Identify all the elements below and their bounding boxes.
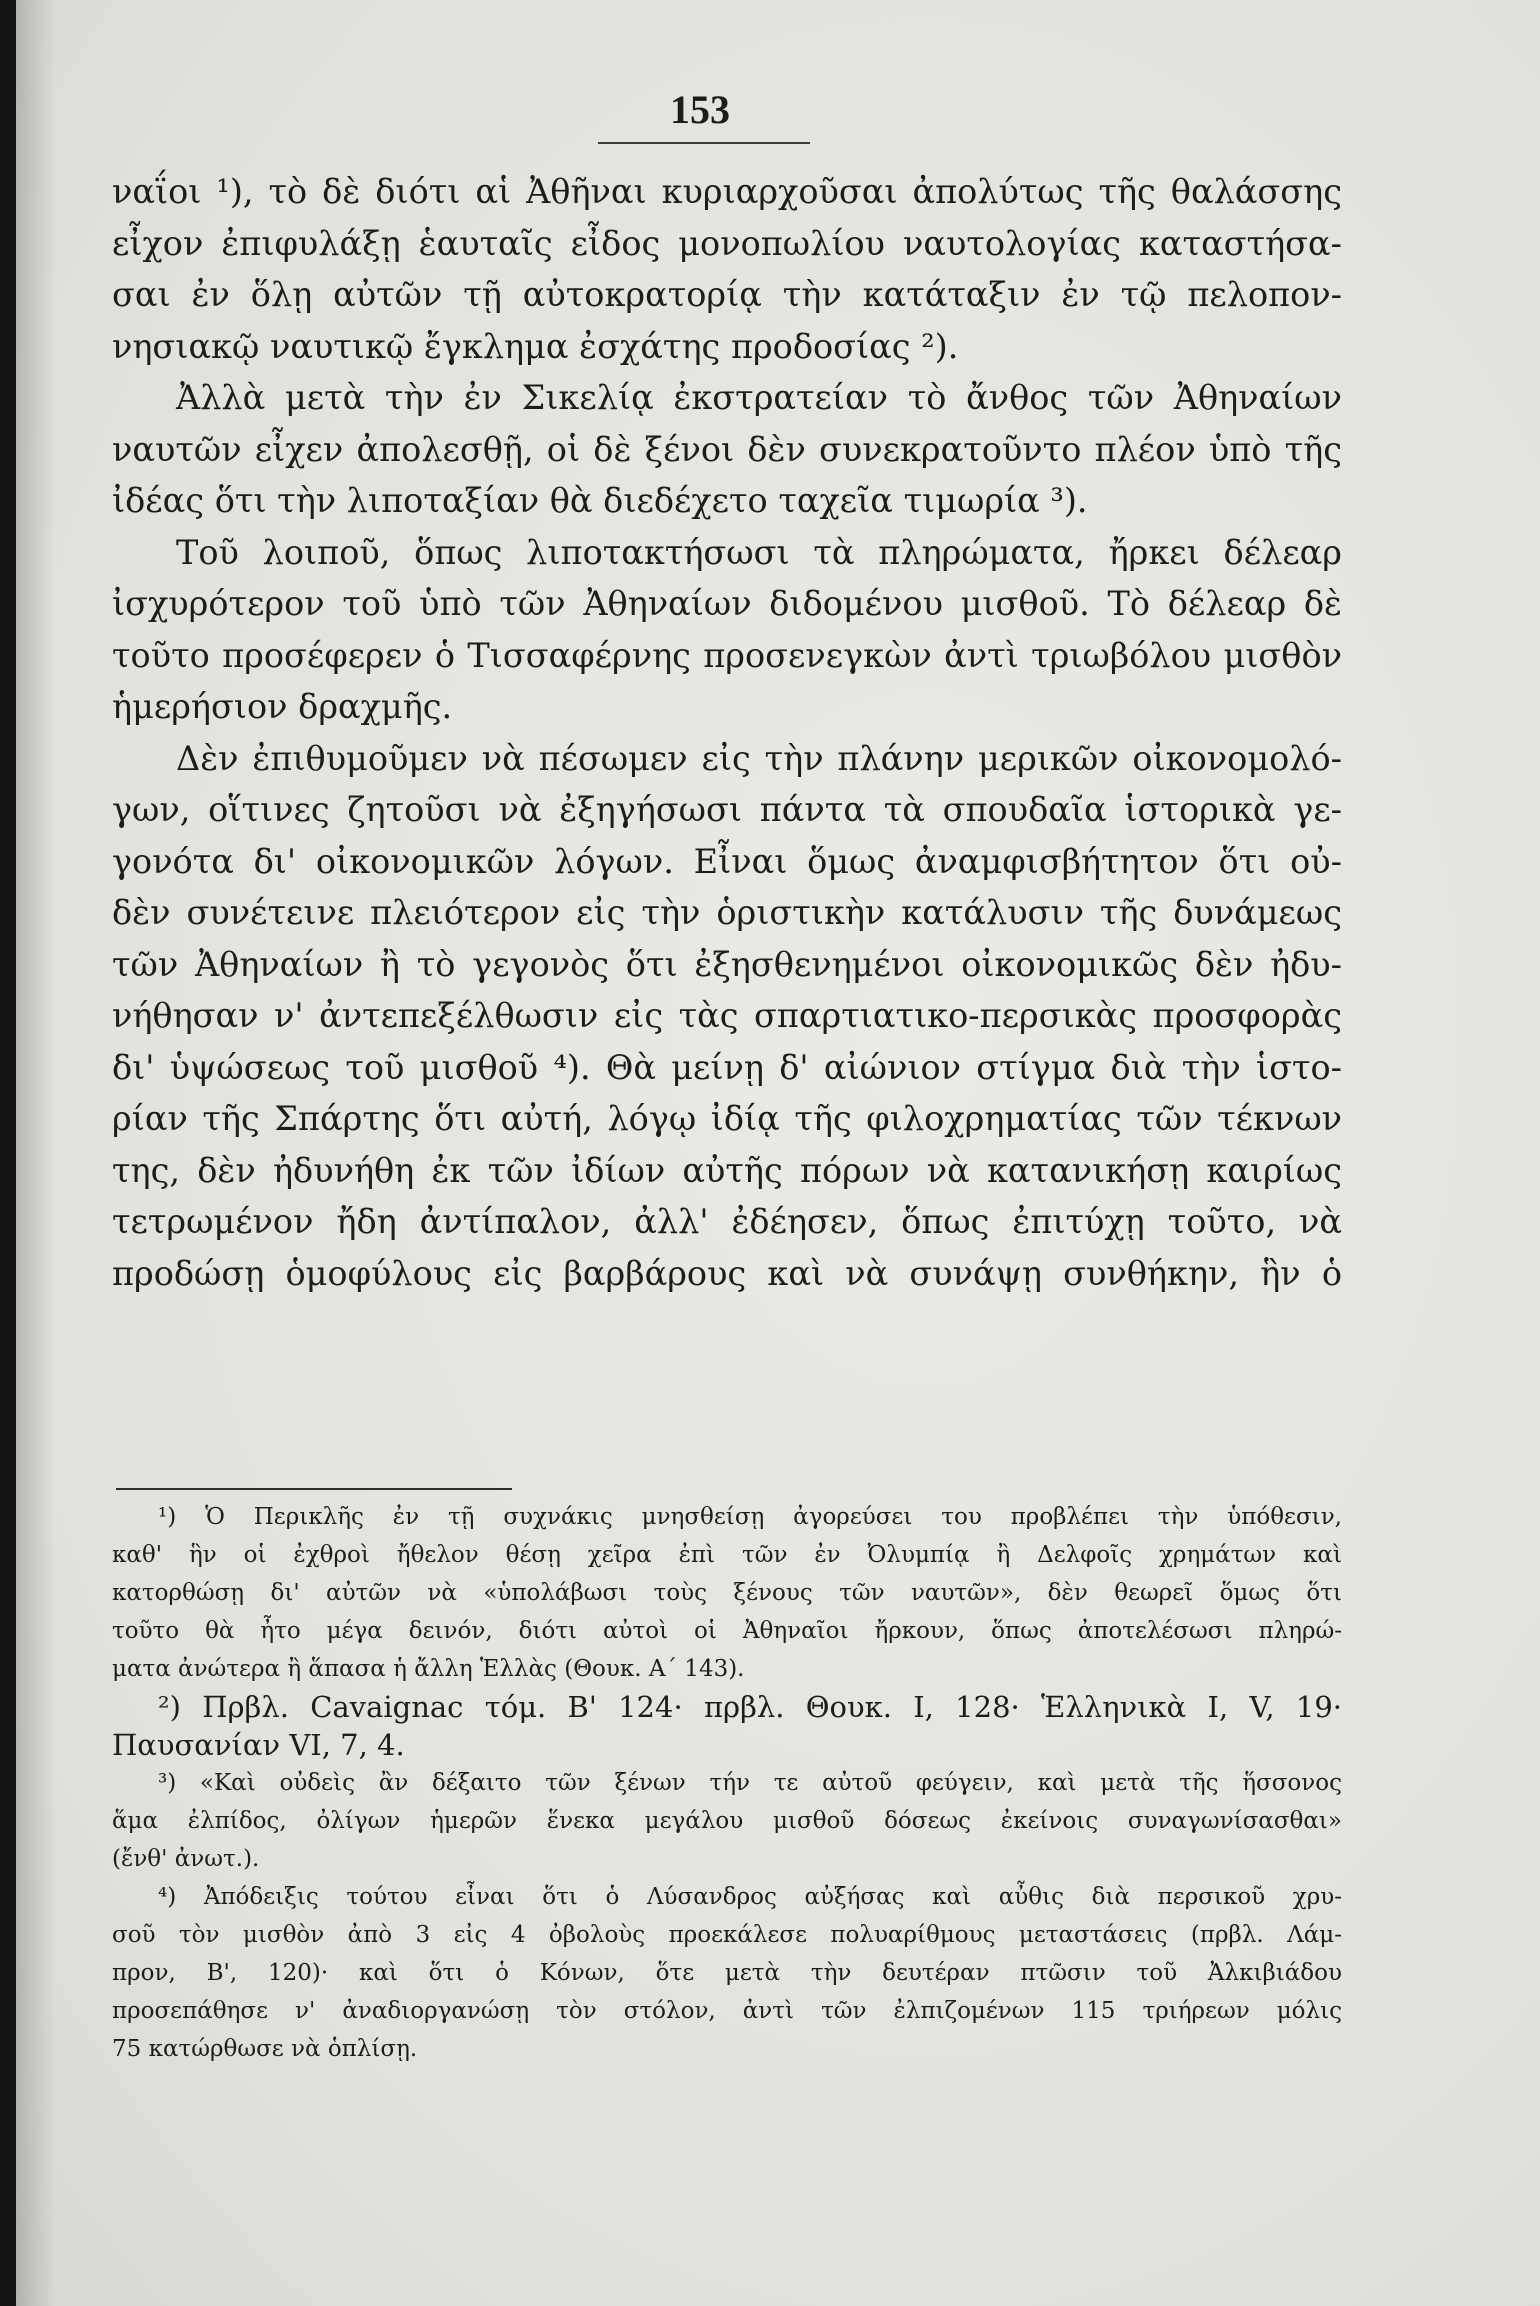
footnote-rule (116, 1488, 512, 1490)
body-line: γονότα δι' οἰκονομικῶν λόγων. Εἶναι ὅμως ἀναμφισβήτητον ὅτι οὐ- (112, 841, 1342, 881)
footnote-line: (ἔνθ' ἀνωτ.). (112, 1846, 260, 1872)
body-line: ἡμερήσιον δραχμῆς. (112, 687, 453, 726)
footnote-line: καθ' ἣν οἱ ἐχθροὶ ἤθελον θέσῃ χεῖρα ἐπὶ τῶν ἐν Ὀλυμπίᾳ ἢ Δελφοῖς χρημάτων καὶ (112, 1542, 1342, 1568)
footnote-line: τοῦτο θὰ ἦτο μέγα δεινόν, διότι αὐτοὶ οἱ Ἀθηναῖοι ἤρκουν, ὅπως ἀποτελέσωσι πληρώ- (112, 1618, 1342, 1644)
body-line: ναυτῶν εἶχεν ἀπολεσθῇ, οἱ δὲ ξένοι δὲν συνεκρατοῦντο πλέον ὑπὸ τῆς (112, 429, 1342, 469)
body-line: τετρωμένον ἤδη ἀντίπαλον, ἀλλ' ἐδέησεν, ὅπως ἐπιτύχῃ τοῦτο, νὰ (112, 1202, 1342, 1241)
body-line: γων, οἵτινες ζητοῦσι νὰ ἐξηγήσωσι πάντα τὰ σπουδαῖα ἱστορικὰ γε- (112, 790, 1342, 829)
body-line: δὲν συνέτεινε πλειότερον εἰς τὴν ὁριστικὴν κατάλυσιν τῆς δυνάμεως (112, 893, 1342, 932)
body-line: εἶχον ἐπιφυλάξῃ ἑαυταῖς εἶδος μονοπωλίου ναυτολογίας καταστήσα- (112, 223, 1342, 263)
body-line: σαι ἐν ὅλῃ αὐτῶν τῇ αὐτοκρατορίᾳ τὴν κατάταξιν ἐν τῷ πελοπον- (112, 275, 1342, 314)
body-line: ἰσχυρότερον τοῦ ὑπὸ τῶν Ἀθηναίων διδομένου μισθοῦ. Τὸ δέλεαρ δὲ (112, 584, 1342, 623)
body-line: προδώσῃ ὁμοφύλους εἰς βαρβάρους καὶ νὰ συνάψῃ συνθήκην, ἣν ὁ (112, 1253, 1342, 1293)
footnote-line: 75 κατώρθωσε νὰ ὁπλίσῃ. (112, 2036, 418, 2062)
body-line: Δὲν ἐπιθυμοῦμεν νὰ πέσωμεν εἰς τὴν πλάνην μερικῶν οἰκονομολό- (176, 738, 1342, 778)
footnote-line: προσεπάθησε ν' ἀναδιοργανώσῃ τὸν στόλον, ἀντὶ τῶν ἐλπιζομένων 115 τριήρεων μόλις (112, 1998, 1342, 2024)
footnote-line: κατορθώσῃ δι' αὐτῶν νὰ «ὑπολάβωσι τοὺς ξένους τῶν ναυτῶν», δὲν θεωρεῖ ὅμως ὅτι (112, 1580, 1342, 1606)
footnotes (112, 1498, 1342, 2068)
footnote-line: ματα ἀνώτερα ἢ ἅπασα ἡ ἄλλη Ἑλλὰς (Θουκ. Α΄ 143). (112, 1656, 745, 1682)
body-line: ἰδέας ὅτι τὴν λιποταξίαν θὰ διεδέχετο ταχεῖα τιμωρία ³). (112, 481, 1088, 520)
body-line: δι' ὑψώσεως τοῦ μισθοῦ ⁴). Θὰ μείνῃ δ' αἰώνιον στίγμα διὰ τὴν ἱστο- (112, 1047, 1342, 1087)
body-line: τῶν Ἀθηναίων ἢ τὸ γεγονὸς ὅτι ἐξησθενημένοι οἰκονομικῶς δὲν ἠδυ- (112, 944, 1342, 984)
footnote-line: Παυσανίαν VI, 7, 4. (112, 1728, 405, 1762)
footnote-line: ⁴) Ἀπόδειξις τούτου εἶναι ὅτι ὁ Λύσανδρος αὐξήσας καὶ αὖθις διὰ περσικοῦ χρυ- (158, 1884, 1342, 1910)
footnote-line: ²) Πρβλ. Cavaignac τόμ. Β' 124· πρβλ. Θουκ. I, 128· Ἑλληνικὰ I, V, 19· (158, 1690, 1342, 1724)
header-rule (598, 142, 810, 144)
body-line: Ἀλλὰ μετὰ τὴν ἐν Σικελίᾳ ἐκστρατείαν τὸ ἄνθος τῶν Ἀθηναίων (176, 378, 1342, 417)
footnote-line: ³) «Καὶ οὐδεὶς ἂν δέξαιτο τῶν ξένων τήν τε αὐτοῦ φεύγειν, καὶ μετὰ τῆς ἥσσονος (158, 1770, 1342, 1796)
footnote-line: ἅμα ἐλπίδος, ὀλίγων ἡμερῶν ἕνεκα μεγάλου μισθοῦ δόσεως ἐκείνοις συναγωνίσασθαι» (112, 1808, 1342, 1834)
body-line: της, δὲν ἠδυνήθη ἐκ τῶν ἰδίων αὐτῆς πόρων νὰ κατανικήσῃ καιρίως (112, 1150, 1342, 1190)
body-line: ρίαν τῆς Σπάρτης ὅτι αὐτή, λόγῳ ἰδίᾳ τῆς φιλοχρηματίας τῶν τέκνων (112, 1099, 1342, 1138)
page-number: 153 (670, 87, 730, 132)
body-line: ναΐοι ¹), τὸ δὲ διότι αἱ Ἀθῆναι κυριαρχοῦσαι ἀπολύτως τῆς θαλάσσης (112, 172, 1342, 211)
body-line: τοῦτο προσέφερεν ὁ Τισσαφέρνης προσενεγκὼν ἀντὶ τριωβόλου μισθὸν (112, 635, 1342, 675)
spine-shadow (16, 0, 56, 2306)
body-text (112, 166, 1342, 1299)
footnote-line: ¹) Ὁ Περικλῆς ἐν τῇ συχνάκις μνησθείσῃ ἀγορεύσει του προβλέπει τὴν ὑπόθεσιν, (158, 1504, 1342, 1530)
body-line: Τοῦ λοιποῦ, ὅπως λιποτακτήσωσι τὰ πληρώματα, ἤρκει δέλεαρ (176, 532, 1342, 572)
book-spine (0, 0, 16, 2306)
body-line: νησιακῷ ναυτικῷ ἔγκλημα ἐσχάτης προδοσίας ²). (112, 326, 959, 366)
body-line: νήθησαν ν' ἀντεπεξέλθωσιν εἰς τὰς σπαρτιατικο-περσικὰς προσφορὰς (112, 996, 1342, 1035)
footnote-line: προν, Β', 120)· καὶ ὅτι ὁ Κόνων, ὅτε μετὰ τὴν δευτέραν πτῶσιν τοῦ Ἀλκιβιάδου (112, 1960, 1342, 1986)
footnote-line: σοῦ τὸν μισθὸν ἀπὸ 3 εἰς 4 ὀβολοὺς προεκάλεσε πολυαρίθμους μεταστάσεις (πρβλ. Λάμ- (112, 1922, 1342, 1948)
